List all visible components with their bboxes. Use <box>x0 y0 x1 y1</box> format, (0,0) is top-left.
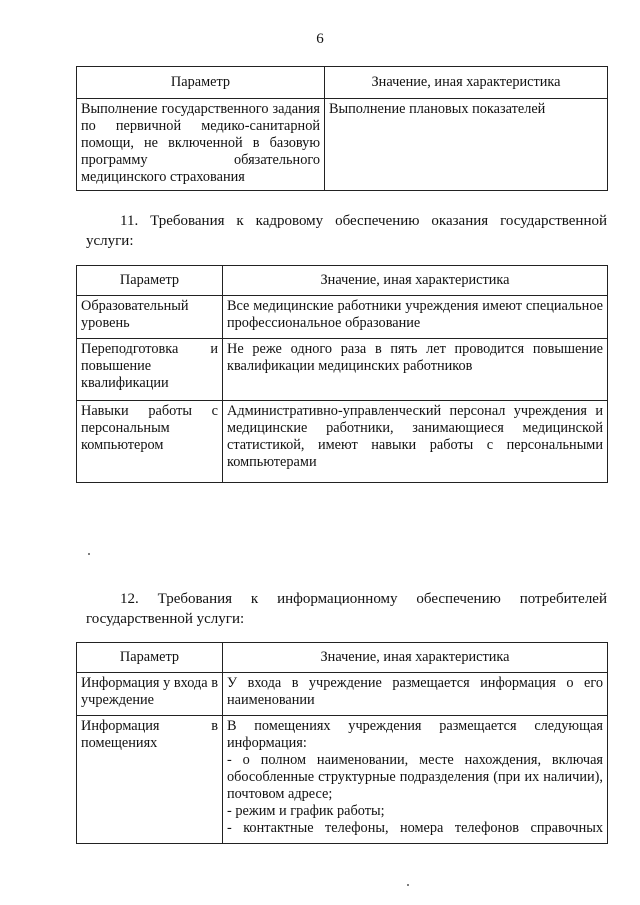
table-row <box>77 401 608 483</box>
table-row <box>77 339 608 401</box>
section-12-line1: 12. Требования к информационному обеспечению потребителей <box>120 591 607 607</box>
section-11-line2: услуги: <box>86 233 134 249</box>
section-12-line2: государственной услуги: <box>86 611 245 627</box>
header-value: Значение, иная характеристика <box>325 67 608 99</box>
value-cell <box>223 716 608 844</box>
value-cell: У входа в учреждение размещается информация о его наименовании <box>223 673 608 716</box>
header-value: Значение, иная характеристика <box>223 643 608 673</box>
header-value: Значение, иная характеристика <box>223 266 608 296</box>
param-cell: Образовательный уровень <box>77 296 223 339</box>
info-intro: В помещениях учреждения размещается следующая информация: <box>227 718 603 751</box>
value-cell: Выполнение плановых показателей <box>325 99 608 191</box>
header-param: Параметр <box>77 67 325 99</box>
header-param: Параметр <box>77 266 223 296</box>
scan-speck <box>407 884 409 886</box>
param-cell: Информация в помещениях <box>77 716 223 844</box>
info-item-schedule: - режим и график работы; <box>227 803 385 819</box>
page-number: 6 <box>316 31 324 47</box>
table-header-row <box>77 67 608 99</box>
table-row <box>77 99 608 191</box>
section-11-heading <box>86 211 607 251</box>
section-11-line1: 11. Требования к кадровому обеспечению оказания государственной <box>120 213 607 229</box>
param-cell: Навыки работы с персональным компьютером <box>77 401 223 483</box>
table-services <box>76 66 608 191</box>
param-cell: Выполнение государственного задания по первичной медико-санитарной помощи, не включенной в базовую программу обязательного медицинского страхования <box>77 99 325 191</box>
table-row <box>77 673 608 716</box>
table-header-row <box>77 643 608 673</box>
param-cell: Переподготовка и повышение квалификации <box>77 339 223 401</box>
header-param: Параметр <box>77 643 223 673</box>
table-row <box>77 716 608 844</box>
param-cell: Информация у входа в учреждение <box>77 673 223 716</box>
table-information <box>76 642 608 844</box>
table-staffing <box>76 265 608 483</box>
scan-speck <box>88 553 90 555</box>
table-row <box>77 296 608 339</box>
value-cell: Административно-управленческий персонал учреждения и медицинские работники, занимающиеся медицинской статистикой, имеют навыки работы с персональными компьютерами <box>223 401 608 483</box>
section-12-heading <box>86 589 607 629</box>
info-item-phones: - контактные телефоны, номера телефонов справочных <box>227 820 603 836</box>
value-cell: Все медицинские работники учреждения имеют специальное профессиональное образование <box>223 296 608 339</box>
value-cell: Не реже одного раза в пять лет проводится повышение квалификации медицинских работников <box>223 339 608 401</box>
table-header-row <box>77 266 608 296</box>
info-item-name: - о полном наименовании, месте нахождения, включая обособленные структурные подразделения (при их наличии), почтовом адресе; <box>227 752 603 802</box>
